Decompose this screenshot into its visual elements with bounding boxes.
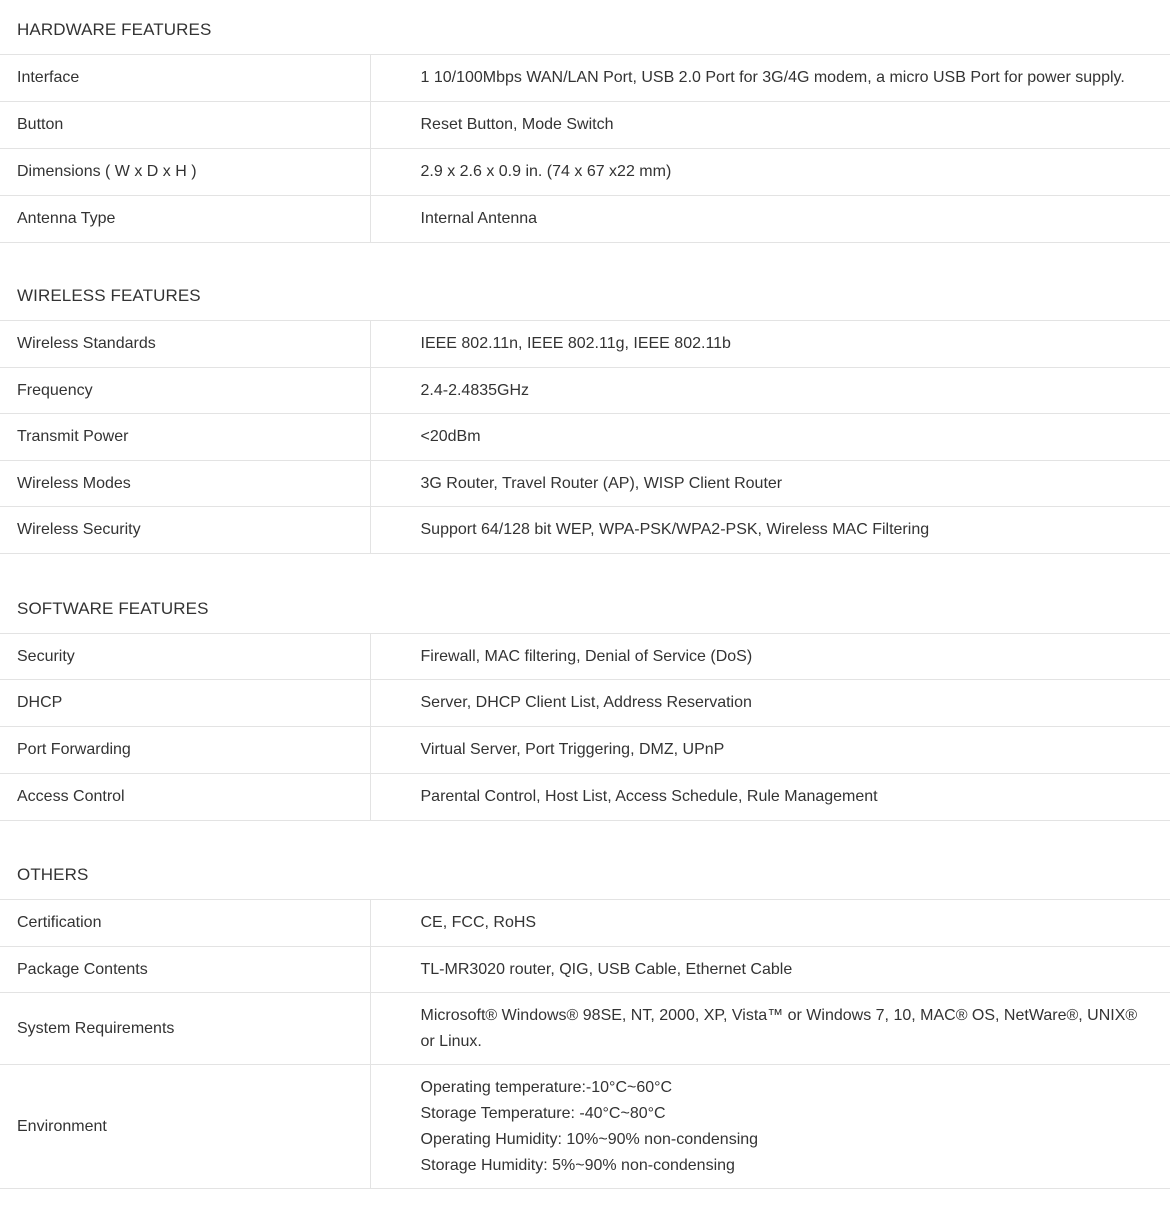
spec-value <box>370 774 1170 821</box>
spec-value <box>370 149 1170 196</box>
spec-value-line: CE, FCC, RoHS <box>420 914 537 931</box>
others-section <box>0 845 1170 1189</box>
table-row <box>0 993 1170 1065</box>
spec-value-line: Microsoft® Windows® 98SE, NT, 2000, XP, Vista™ or Windows 7, 10, MAC® OS, NetWare®, UNIX® or Linux. <box>420 1006 1138 1050</box>
section-title: HARDWARE FEATURES <box>17 20 212 39</box>
spec-label: Button <box>0 102 370 149</box>
spec-value-line: Reset Button, Mode Switch <box>420 116 614 133</box>
table-row <box>0 321 1170 368</box>
spec-value <box>370 1065 1170 1189</box>
spec-label: Wireless Modes <box>0 461 370 507</box>
spec-value-line: 2.9 x 2.6 x 0.9 in. (74 x 67 x22 mm) <box>420 163 672 180</box>
spec-value <box>370 368 1170 414</box>
spec-value-line: Virtual Server, Port Triggering, DMZ, UPnP <box>420 741 725 758</box>
table-row <box>0 507 1170 554</box>
spec-table <box>0 54 1170 243</box>
spec-label: Wireless Standards <box>0 321 370 368</box>
spec-value <box>370 947 1170 993</box>
spec-label: Frequency <box>0 368 370 414</box>
section-title: OTHERS <box>17 865 89 884</box>
table-row <box>0 774 1170 821</box>
spec-value-line: IEEE 802.11n, IEEE 802.11g, IEEE 802.11b <box>420 335 731 352</box>
spec-label: Package Contents <box>0 947 370 993</box>
spec-value-line: Parental Control, Host List, Access Schedule, Rule Management <box>420 788 878 805</box>
spec-value-line: 1 10/100Mbps WAN/LAN Port, USB 2.0 Port for 3G/4G modem, a micro USB Port for power supply. <box>420 69 1125 86</box>
table-row <box>0 102 1170 149</box>
table-row <box>0 900 1170 947</box>
spec-value <box>370 321 1170 368</box>
spec-label: Wireless Security <box>0 507 370 554</box>
spec-value-line: Support 64/128 bit WEP, WPA-PSK/WPA2-PSK, Wireless MAC Filtering <box>420 521 930 538</box>
spec-value <box>370 634 1170 680</box>
table-row <box>0 680 1170 727</box>
spec-value-line: Firewall, MAC filtering, Denial of Service (DoS) <box>420 647 753 665</box>
spec-value <box>370 507 1170 554</box>
spec-label: System Requirements <box>0 993 370 1065</box>
spec-value <box>370 993 1170 1065</box>
wireless-features-section <box>0 266 1170 554</box>
spec-value <box>370 55 1170 102</box>
spec-label: Access Control <box>0 774 370 821</box>
spec-table <box>0 320 1170 554</box>
spec-label: Interface <box>0 55 370 102</box>
spec-value-line: Internal Antenna <box>420 210 538 227</box>
table-row <box>0 368 1170 414</box>
spec-label: Transmit Power <box>0 414 370 461</box>
table-row <box>0 461 1170 507</box>
spec-value-line: <20dBm <box>420 428 481 445</box>
section-title: SOFTWARE FEATURES <box>17 599 209 618</box>
software-features-section <box>0 579 1170 821</box>
spec-value-line: Operating temperature:-10°C~60°C <box>420 1078 673 1096</box>
table-row <box>0 1065 1170 1189</box>
table-row <box>0 634 1170 680</box>
spec-value-line: Operating Humidity: 10%~90% non-condensing <box>420 1130 759 1148</box>
spec-value-line: 3G Router, Travel Router (AP), WISP Client Router <box>420 474 783 492</box>
table-row <box>0 196 1170 243</box>
table-row <box>0 414 1170 461</box>
table-row <box>0 149 1170 196</box>
spec-label: Port Forwarding <box>0 727 370 774</box>
spec-label: Security <box>0 634 370 680</box>
hardware-features-section <box>0 0 1170 243</box>
spec-label: Certification <box>0 900 370 947</box>
spec-label: DHCP <box>0 680 370 727</box>
spec-label: Dimensions ( W x D x H ) <box>0 149 370 196</box>
spec-value <box>370 900 1170 947</box>
spec-table <box>0 633 1170 821</box>
spec-label: Environment <box>0 1065 370 1189</box>
table-row <box>0 727 1170 774</box>
spec-value <box>370 680 1170 727</box>
spec-value <box>370 102 1170 149</box>
spec-value-line: Server, DHCP Client List, Address Reservation <box>420 694 752 711</box>
section-title: WIRELESS FEATURES <box>17 286 201 305</box>
spec-value <box>370 414 1170 461</box>
spec-table <box>0 899 1170 1189</box>
spec-value-line: Storage Temperature: -40°C~80°C <box>420 1104 666 1122</box>
spec-value <box>370 727 1170 774</box>
spec-value <box>370 461 1170 507</box>
spec-label: Antenna Type <box>0 196 370 243</box>
table-row <box>0 55 1170 102</box>
table-row <box>0 947 1170 993</box>
spec-value-line: 2.4-2.4835GHz <box>420 381 530 399</box>
spec-value-line: TL-MR3020 router, QIG, USB Cable, Ethernet Cable <box>420 960 793 978</box>
spec-value-line: Storage Humidity: 5%~90% non-condensing <box>420 1156 735 1174</box>
spec-value <box>370 196 1170 243</box>
